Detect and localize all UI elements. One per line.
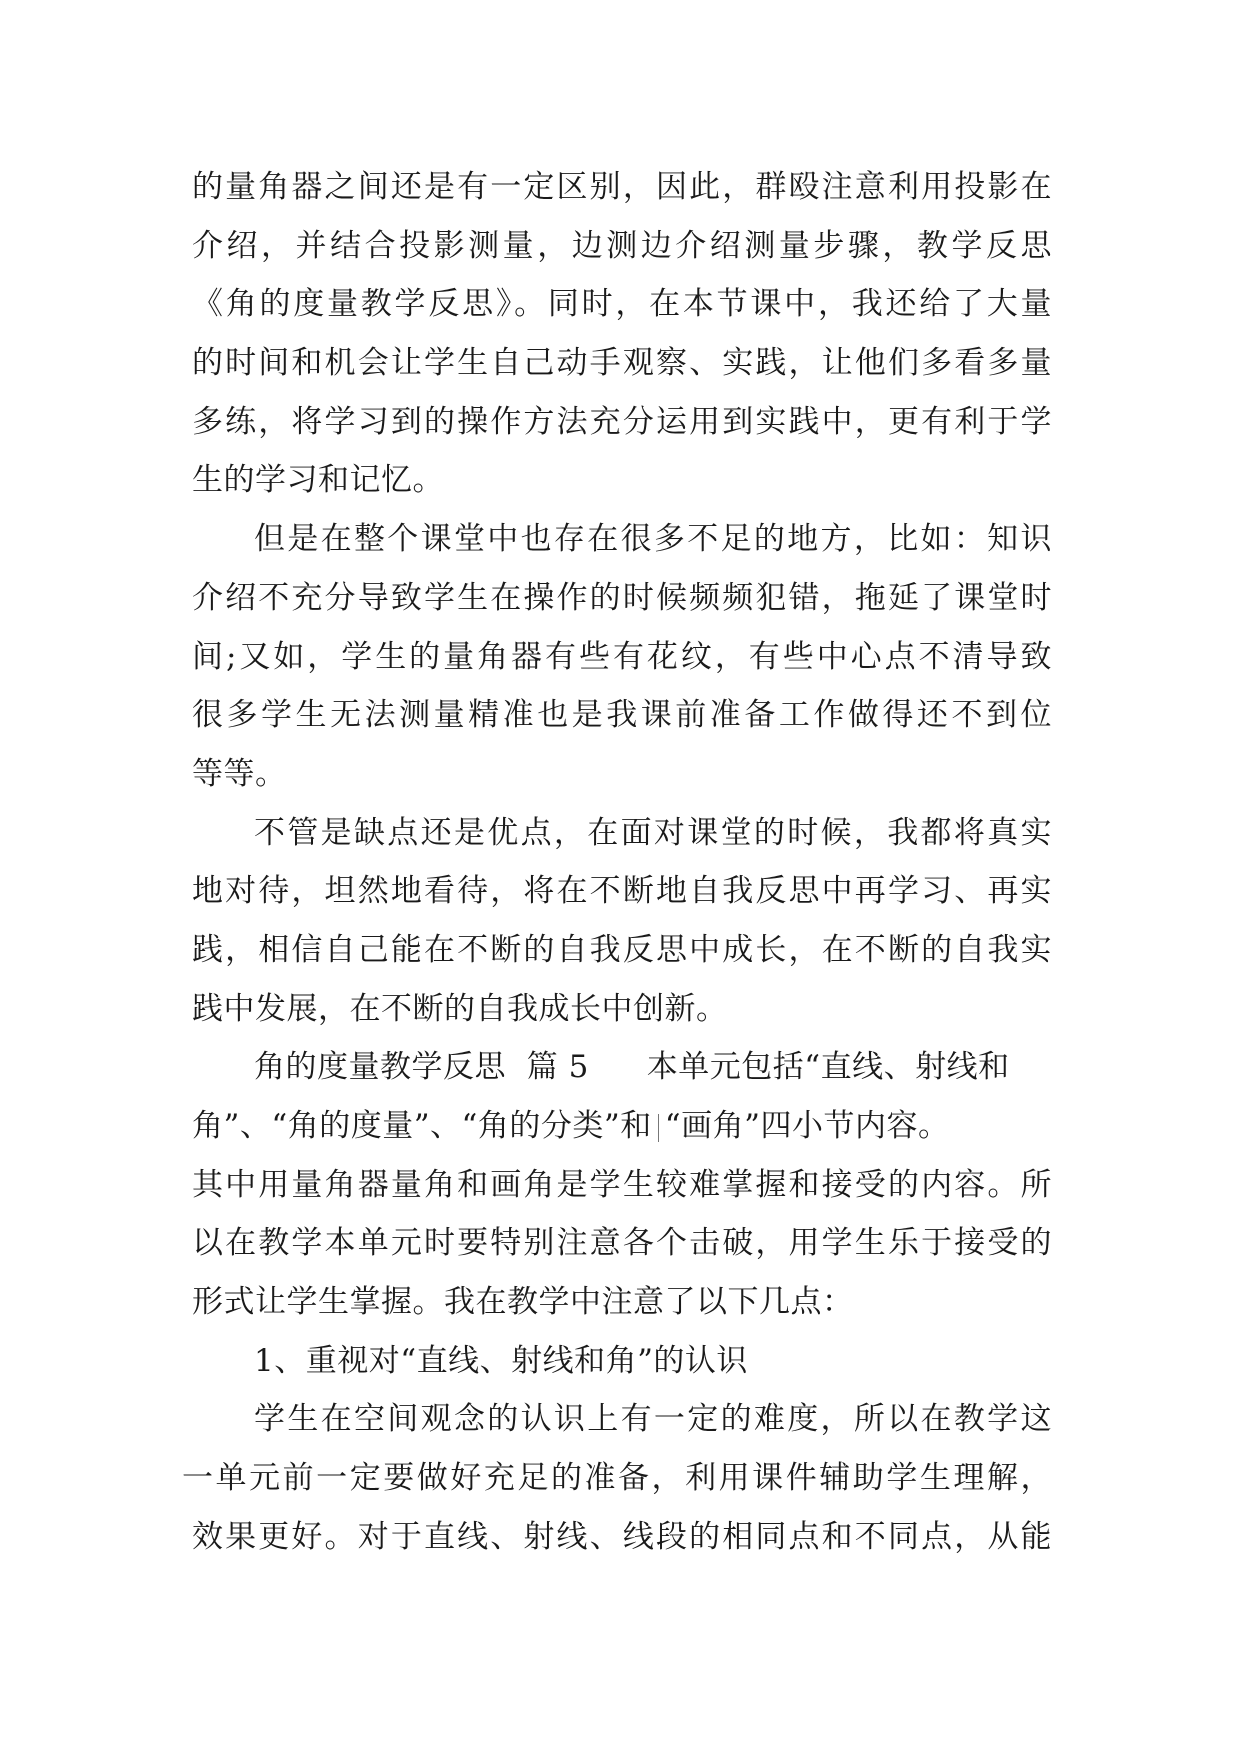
text-line: 的量角器之间还是有一定区别，因此，群殴注意利用投影在 xyxy=(192,169,1052,205)
text-line: 践中发展，在不断的自我成长中创新。 xyxy=(192,990,728,1027)
document-body xyxy=(182,158,1052,1567)
text-line: 《角的度量教学反思》。同时，在本节课中，我还给了大量 xyxy=(192,286,1052,323)
text-line: 介绍不充分导致学生在操作的时候频频犯错，拖延了课堂时 xyxy=(192,579,1052,616)
text-line: 践，相信自己能在不断的自我反思中成长，在不断的自我实 xyxy=(192,931,1052,968)
text-line: 以在教学本单元时要特别注意各个击破，用学生乐于接受的 xyxy=(192,1225,1052,1262)
text-line: 地对待，坦然地看待，将在不断地自我反思中再学习、再实 xyxy=(192,873,1052,910)
paragraph xyxy=(192,158,1052,510)
text-line: 多练，将学习到的操作方法充分运用到实践中，更有利于学 xyxy=(192,403,1052,440)
section-number: 篇 5 xyxy=(526,1049,589,1086)
text-line: 其中用量角器量角和画角是学生较难掌握和接受的内容。所 xyxy=(192,1166,1052,1203)
text-cursor xyxy=(658,1114,659,1142)
paragraph xyxy=(182,1390,1052,1566)
paragraph xyxy=(192,510,1052,803)
text-segment: “画角”四小节内容。 xyxy=(664,1108,950,1144)
text-line: 很多学生无法测量精准也是我课前准备工作做得还不到位 xyxy=(192,697,1052,734)
text-line: 一单元前一定要做好充足的准备，利用课件辅助学生理解， xyxy=(182,1460,1052,1497)
paragraph xyxy=(192,1332,1052,1391)
paragraph xyxy=(192,804,1052,1039)
text-line: 形式让学生掌握。我在教学中注意了以下几点： xyxy=(192,1284,854,1321)
paragraph xyxy=(192,1038,1052,1331)
text-line: 的时间和机会让学生自己动手观察、实践，让他们多看多量 xyxy=(192,345,1052,382)
text-line: 学生在空间观念的认识上有一定的难度，所以在教学这 xyxy=(254,1401,1052,1438)
text-line: 但是在整个课堂中也存在很多不足的地方，比如：知识 xyxy=(254,521,1052,558)
text-line: 介绍，并结合投影测量，边测边介绍测量步骤，教学反思 xyxy=(192,227,1052,264)
section-title: 角的度量教学反思 xyxy=(254,1049,506,1086)
text-line xyxy=(192,1097,1052,1156)
text-line: 不管是缺点还是优点，在面对课堂的时候，我都将真实 xyxy=(254,814,1052,851)
section-heading-line xyxy=(192,1038,1052,1097)
text-line: 生的学习和记忆。 xyxy=(192,462,444,499)
text-segment: 本单元包括“直线、射线和 xyxy=(646,1049,1010,1086)
text-line: 等等。 xyxy=(192,755,287,792)
text-line: 效果更好。对于直线、射线、线段的相同点和不同点，从能 xyxy=(192,1518,1052,1555)
text-segment: 角”、“角的度量”、“角的分类”和 xyxy=(192,1108,652,1144)
subheading-line: 1、重视对“直线、射线和角”的认识 xyxy=(254,1342,748,1379)
text-line: 间;又如，学生的量角器有些有花纹，有些中心点不清导致 xyxy=(192,638,1052,675)
